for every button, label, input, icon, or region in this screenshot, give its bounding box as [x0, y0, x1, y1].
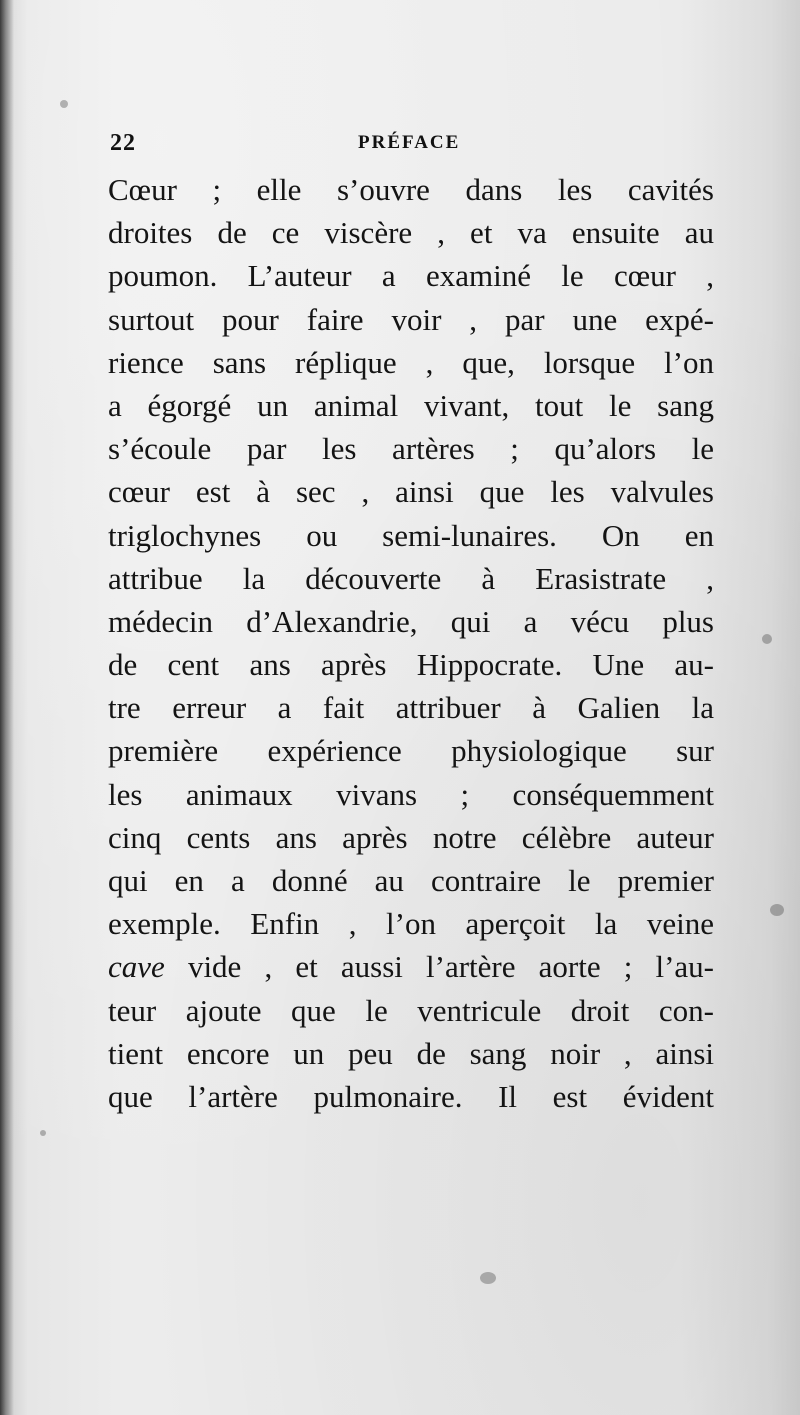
text-line: tient encore un peu de sang noir , ainsi	[108, 1035, 714, 1071]
text-line: cinq cents ans après notre célèbre auteur	[108, 819, 714, 855]
text-line: rience sans réplique , que, lorsque l’on	[108, 344, 714, 380]
italic-word: cave	[108, 949, 165, 985]
page-number: 22	[110, 130, 136, 156]
running-head: PRÉFACE	[358, 132, 461, 153]
text-line: s’écoule par les artères ; qu’alors le	[108, 431, 714, 467]
paper-speck	[770, 904, 784, 916]
paper-speck	[480, 1272, 496, 1284]
paper-speck	[60, 100, 68, 108]
text-line: surtout pour faire voir , par une expé-	[108, 301, 714, 337]
text-line: première expérience physiologique sur	[108, 733, 714, 769]
paper-speck	[40, 1130, 46, 1136]
text-line: exemple. Enfin , l’on aperçoit la veine	[108, 906, 714, 942]
text-line-rest: vide , et aussi l’artère aorte ; l’au-	[187, 949, 715, 985]
text-line: médecin d’Alexandrie, qui a vécu plus	[108, 603, 714, 639]
text-line: droites de ce viscère , et va ensuite au	[108, 215, 714, 251]
text-line: qui en a donné au contraire le premier	[108, 863, 714, 898]
text-line: que l’artère pulmonaire. Il est évident	[108, 1078, 714, 1114]
text-line: poumon. L’auteur a examiné le cœur ,	[108, 258, 714, 294]
text-line: les animaux vivans ; conséquemment	[108, 776, 714, 812]
text-line: Cœur ; elle s’ouvre dans les cavités	[108, 172, 714, 207]
text-line: a égorgé un animal vivant, tout le sang	[108, 387, 714, 423]
text-line: tre erreur a fait attribuer à Galien la	[108, 690, 714, 726]
text-line: attribue la découverte à Erasistrate ,	[108, 560, 714, 596]
page-header	[110, 126, 710, 166]
text-line: de cent ans après Hippocrate. Une au-	[108, 647, 714, 683]
text-line: teur ajoute que le ventricule droit con-	[108, 992, 714, 1028]
page-gutter-shadow	[0, 0, 14, 1415]
paper-speck	[762, 634, 772, 644]
body-text	[108, 168, 714, 1118]
text-line: triglochynes ou semi-lunaires. On en	[108, 517, 714, 553]
text-line-with-italic	[108, 945, 714, 988]
text-line: cœur est à sec , ainsi que les valvules	[108, 474, 714, 510]
